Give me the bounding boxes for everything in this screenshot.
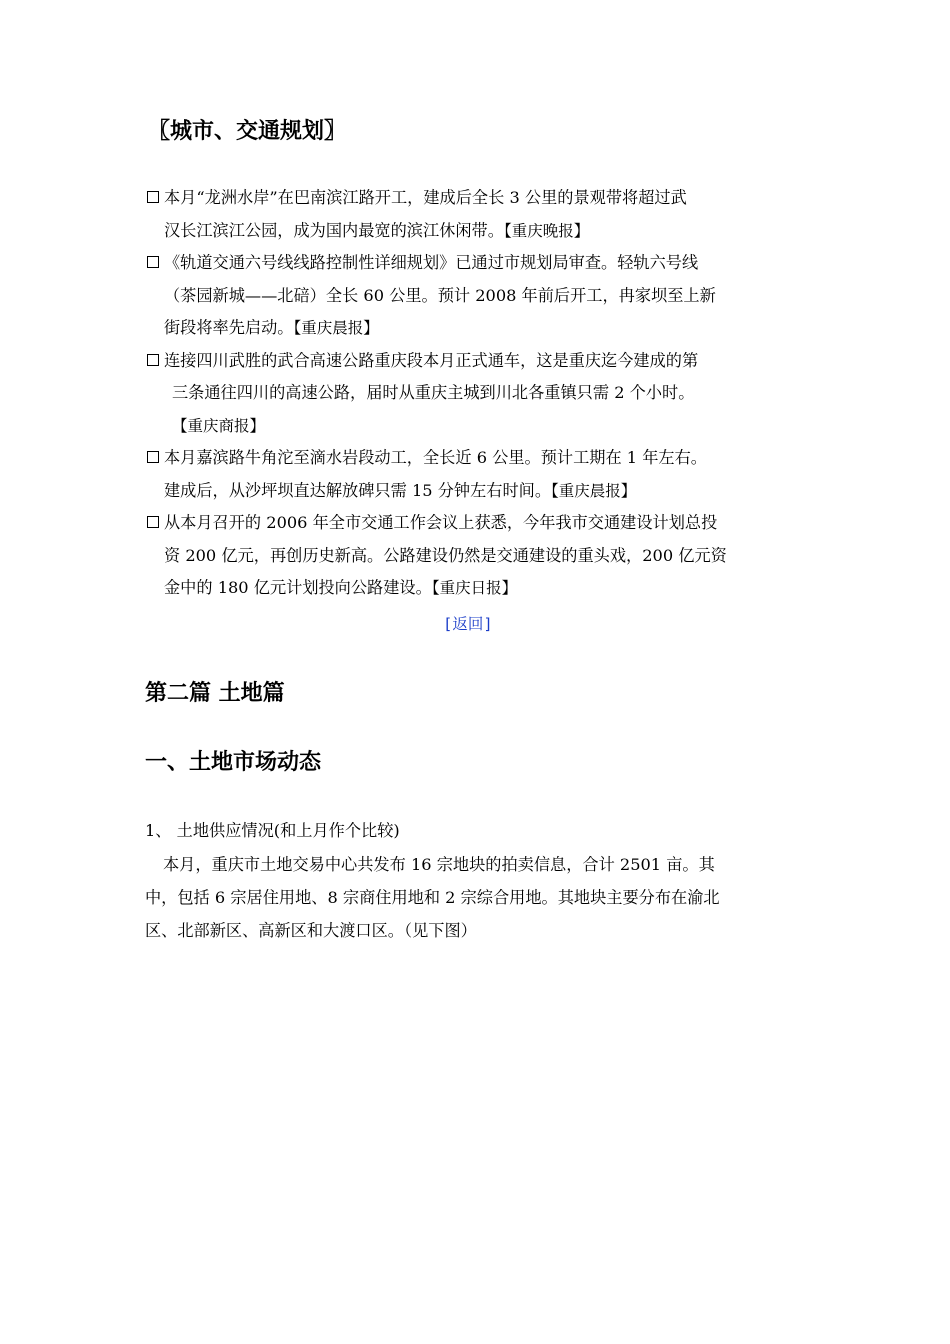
news-line: 汉长江滨江公园，成为国内最宽的滨江休闲带。 bbox=[164, 220, 504, 240]
news-line: 资 200 亿元，再创历史新高。公路建设仍然是交通建设的重头戏，200 亿元资 bbox=[164, 545, 727, 565]
news-item bbox=[145, 182, 810, 247]
checkbox-icon bbox=[147, 191, 159, 203]
back-link[interactable]: [返回] bbox=[443, 615, 493, 633]
news-line: 街段将率先启动。 bbox=[164, 318, 294, 337]
news-source: 【重庆日报】 bbox=[431, 579, 518, 597]
news-line: 三条通往四川的高速公路，届时从重庆主城到川北各重镇只需 2 个小时。 bbox=[172, 383, 695, 402]
news-item bbox=[145, 507, 810, 605]
news-line: 连接四川武胜的武合高速公路重庆段本月正式通车，这是重庆迄今建成的第 bbox=[164, 350, 699, 370]
news-line: 金中的 180 亿元计划投向公路建设。 bbox=[164, 578, 432, 597]
paragraph-line: 本月，重庆市土地交易中心共发布 16 宗地块的拍卖信息，合计 2501 亩。其 bbox=[163, 855, 715, 874]
body-paragraph bbox=[145, 848, 810, 947]
news-item bbox=[145, 442, 810, 507]
news-text bbox=[164, 182, 810, 247]
news-line: 本月嘉滨路牛角沱至滴水岩段动工，全长近 6 公里。预计工期在 1 年左右。 bbox=[164, 448, 707, 467]
news-line: （茶园新城——北碚）全长 60 公里。预计 2008 年前后开工，冉家坝至上新 bbox=[164, 285, 716, 305]
checkbox-icon bbox=[147, 354, 159, 366]
news-source: 【重庆晨报】 bbox=[293, 319, 379, 337]
news-text bbox=[164, 247, 810, 345]
news-line: 建成后，从沙坪坝直达解放碑只需 15 分钟左右时间。 bbox=[164, 480, 552, 500]
part-title: 第二篇 土地篇 bbox=[145, 681, 285, 706]
chapter-title: 一、土地市场动态 bbox=[145, 750, 322, 775]
news-line: 《轨道交通六号线线路控制性详细规划》已通过市规划局审查。轻轨六号线 bbox=[164, 253, 699, 272]
news-source: 【重庆晚报】 bbox=[503, 221, 590, 240]
checkbox-icon bbox=[147, 256, 159, 268]
paragraph-line: 区、北部新区、高新区和大渡口区。（见下图） bbox=[145, 921, 477, 940]
checkbox-icon bbox=[147, 516, 159, 528]
news-list bbox=[145, 182, 810, 605]
news-line: 从本月召开的 2006 年全市交通工作会议上获悉，今年我市交通建设计划总投 bbox=[164, 513, 718, 532]
news-text bbox=[164, 442, 810, 507]
news-text bbox=[164, 507, 810, 605]
news-source: 【重庆晨报】 bbox=[551, 481, 637, 500]
news-item bbox=[145, 247, 810, 345]
news-line: 本月“龙洲水岸”在巴南滨江路开工，建成后全长 3 公里的景观带将超过武 bbox=[164, 188, 687, 207]
paragraph-line: 中，包括 6 宗居住用地、8 宗商住用地和 2 宗综合用地。其地块主要分布在渝北 bbox=[145, 888, 720, 907]
checkbox-icon bbox=[147, 451, 159, 463]
news-source: 【重庆商报】 bbox=[172, 416, 266, 435]
subsection-title: 1、 土地供应情况(和上月作个比较) bbox=[145, 821, 400, 840]
section-heading: 〖城市、交通规划〗 bbox=[148, 119, 347, 144]
news-text bbox=[164, 345, 810, 443]
news-item bbox=[145, 345, 810, 443]
